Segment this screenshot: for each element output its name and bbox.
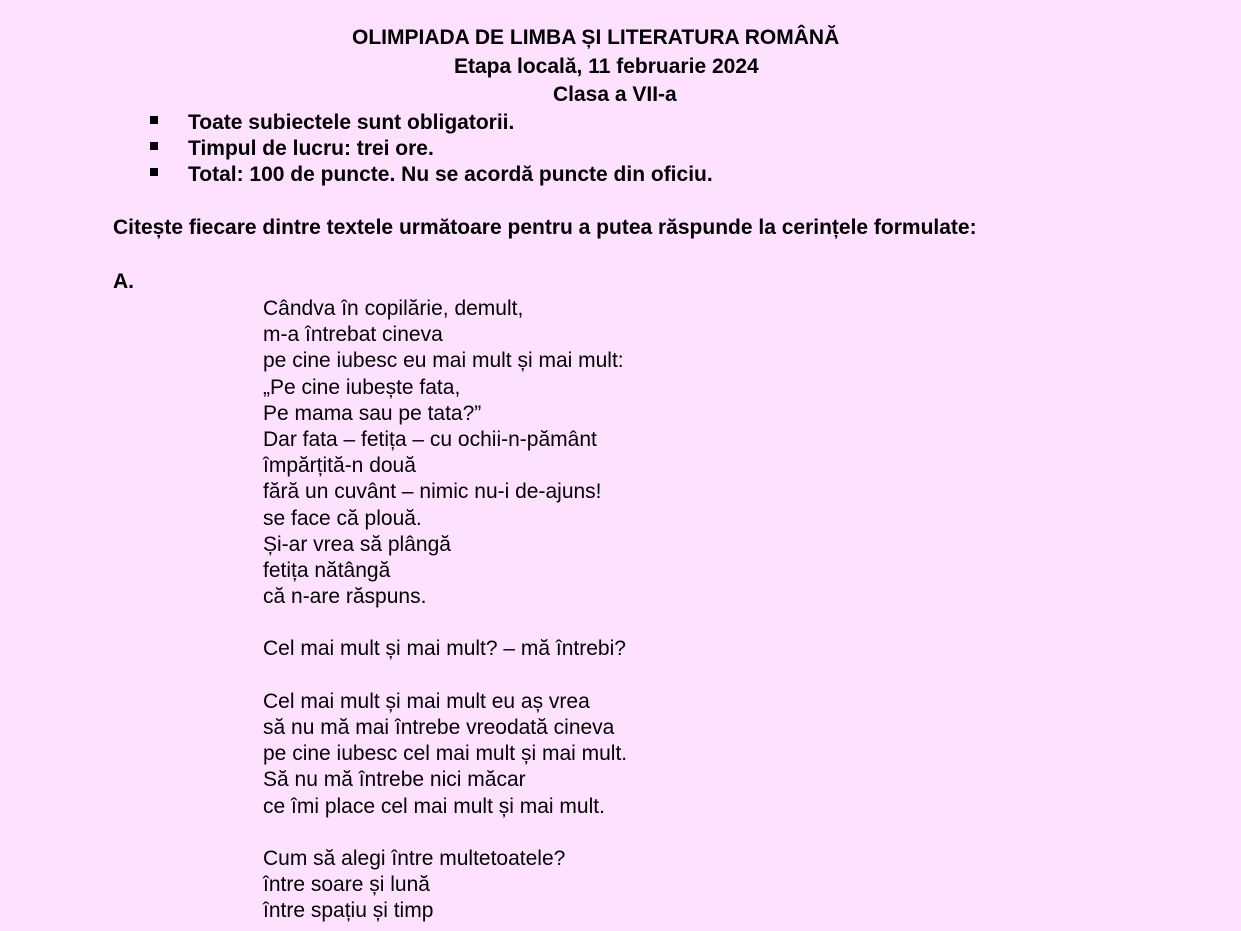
stanza-break: [263, 820, 627, 846]
poem-verse: pe cine iubesc eu mai mult și mai mult:: [263, 349, 624, 373]
stanza-break: [263, 663, 627, 689]
poem-verse: între soare și lună: [263, 873, 430, 897]
poem-verse: ce îmi place cel mai mult și mai mult.: [263, 794, 605, 818]
poem-verse: Cel mai mult și mai mult? – mă întrebi?: [263, 637, 626, 661]
poem-verse: Pe mama sau pe tata?”: [263, 401, 482, 425]
square-bullet-icon: [150, 116, 158, 124]
poem-verse: Să nu mă întrebe nici măcar: [263, 768, 526, 792]
poem-verse: Cum să alegi între multetoatele?: [263, 846, 566, 870]
poem-verse: Cândva în copilărie, demult,: [263, 297, 524, 320]
poem-verse: că n-are răspuns.: [263, 585, 427, 609]
poem-verse: fără un cuvânt – nimic nu-i de-ajuns!: [263, 480, 602, 504]
square-bullet-icon: [150, 168, 158, 176]
rule-text: Timpul de lucru: trei ore.: [188, 137, 434, 160]
poem-verse: Și-ar vrea să plângă: [263, 532, 451, 556]
rule-item: [150, 138, 434, 159]
square-bullet-icon: [150, 142, 158, 150]
rule-text: Toate subiectele sunt obligatorii.: [188, 111, 515, 134]
poem-verse: pe cine iubesc cel mai mult și mai mult.: [263, 742, 628, 766]
poem-verse: să nu mă mai întrebe vreodată cineva: [263, 716, 615, 739]
poem-verse: împărțită-n două: [263, 454, 416, 478]
poem-text: [263, 296, 627, 925]
poem-verse: Dar fata – fetița – cu ochii-n-pământ: [263, 427, 597, 451]
olympiad-title: OLIMPIADA DE LIMBA ȘI LITERATURA ROMÂNĂ: [352, 26, 840, 49]
class-level: Clasa a VII-a: [553, 83, 677, 106]
poem-verse: fetița nătângă: [263, 558, 391, 582]
poem-verse: se face că plouă.: [263, 506, 422, 530]
reading-instruction: Citește fiecare dintre textele următoare pentru a putea răspunde la cerințele formulate:: [113, 216, 977, 239]
rule-item: [150, 112, 514, 133]
rule-item: [150, 164, 713, 185]
poem-verse: m-a întrebat cineva: [263, 323, 443, 347]
section-label: A.: [113, 270, 134, 293]
poem-verse: între spațiu și timp: [263, 899, 434, 923]
stanza-break: [263, 610, 627, 636]
poem-verse: „Pe cine iubește fata,: [263, 375, 461, 399]
rule-text: Total: 100 de puncte. Nu se acordă puncte din oficiu.: [188, 163, 713, 186]
stage-date: Etapa locală, 11 februarie 2024: [454, 55, 759, 78]
poem-verse: Cel mai mult și mai mult eu aș vrea: [263, 689, 590, 713]
